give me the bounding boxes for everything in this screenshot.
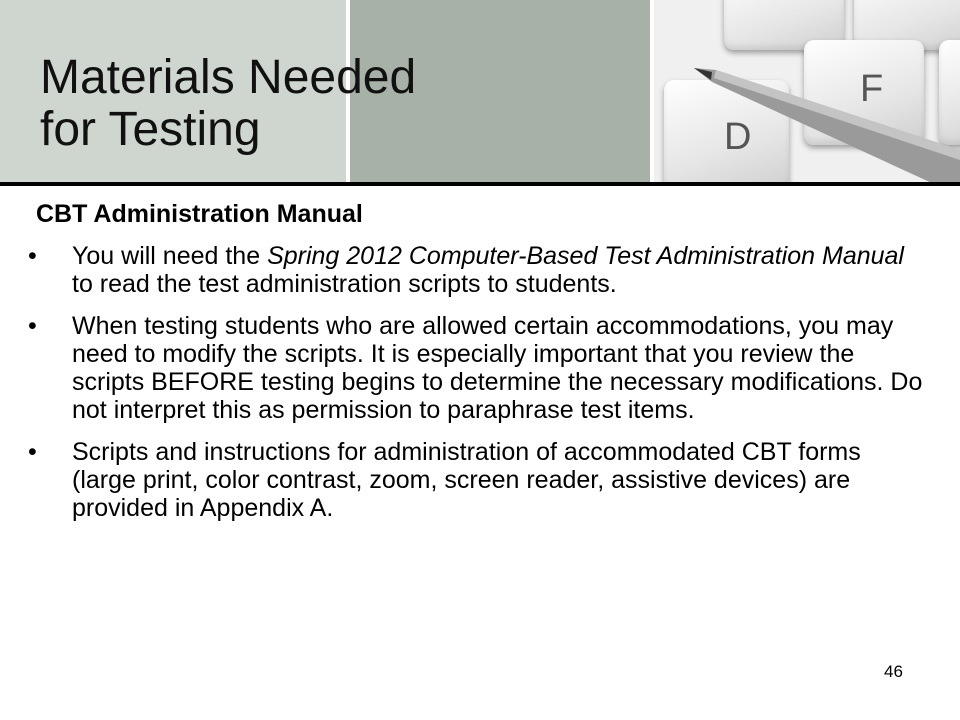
slide-title-line-2: for Testing <box>40 103 261 156</box>
bullet-text-end: to read the test administration scripts to students. <box>72 270 617 298</box>
bullet-text: Scripts and instructions for administration of accommodated CBT forms (large print, color contrast, zoom, screen reader, assistive devices) are provided in Appendix A. <box>72 438 861 522</box>
bullet-marker: • <box>28 312 37 340</box>
bullet-marker: • <box>28 438 37 466</box>
section-heading: CBT Administration Manual <box>36 200 363 228</box>
list-item <box>28 438 928 522</box>
slide-title <box>40 52 416 156</box>
pencil-icon <box>654 0 960 184</box>
slide-title-line-1: Materials Needed <box>40 51 417 104</box>
header-divider <box>0 182 960 186</box>
key-letter-d: D <box>724 116 752 158</box>
list-item <box>28 312 928 424</box>
manual-title: Spring 2012 Computer-Based Test Administration Manual <box>267 242 904 270</box>
bullet-marker: • <box>28 242 37 270</box>
key-letter-f: F <box>860 68 884 110</box>
page-number: 46 <box>884 662 903 681</box>
keyboard-pencil-icon <box>654 0 960 184</box>
bullet-list <box>28 242 928 536</box>
bullet-text: When testing students who are allowed certain accommodations, you may need to modify the scripts. It is especially important that you review the scripts BEFORE testing begins to determine the necessary modifications. Do not interpret this as permission to paraphrase test items. <box>72 312 923 424</box>
bullet-text-start: You will need the <box>72 242 268 270</box>
header-banner <box>0 0 960 186</box>
list-item <box>28 242 928 298</box>
